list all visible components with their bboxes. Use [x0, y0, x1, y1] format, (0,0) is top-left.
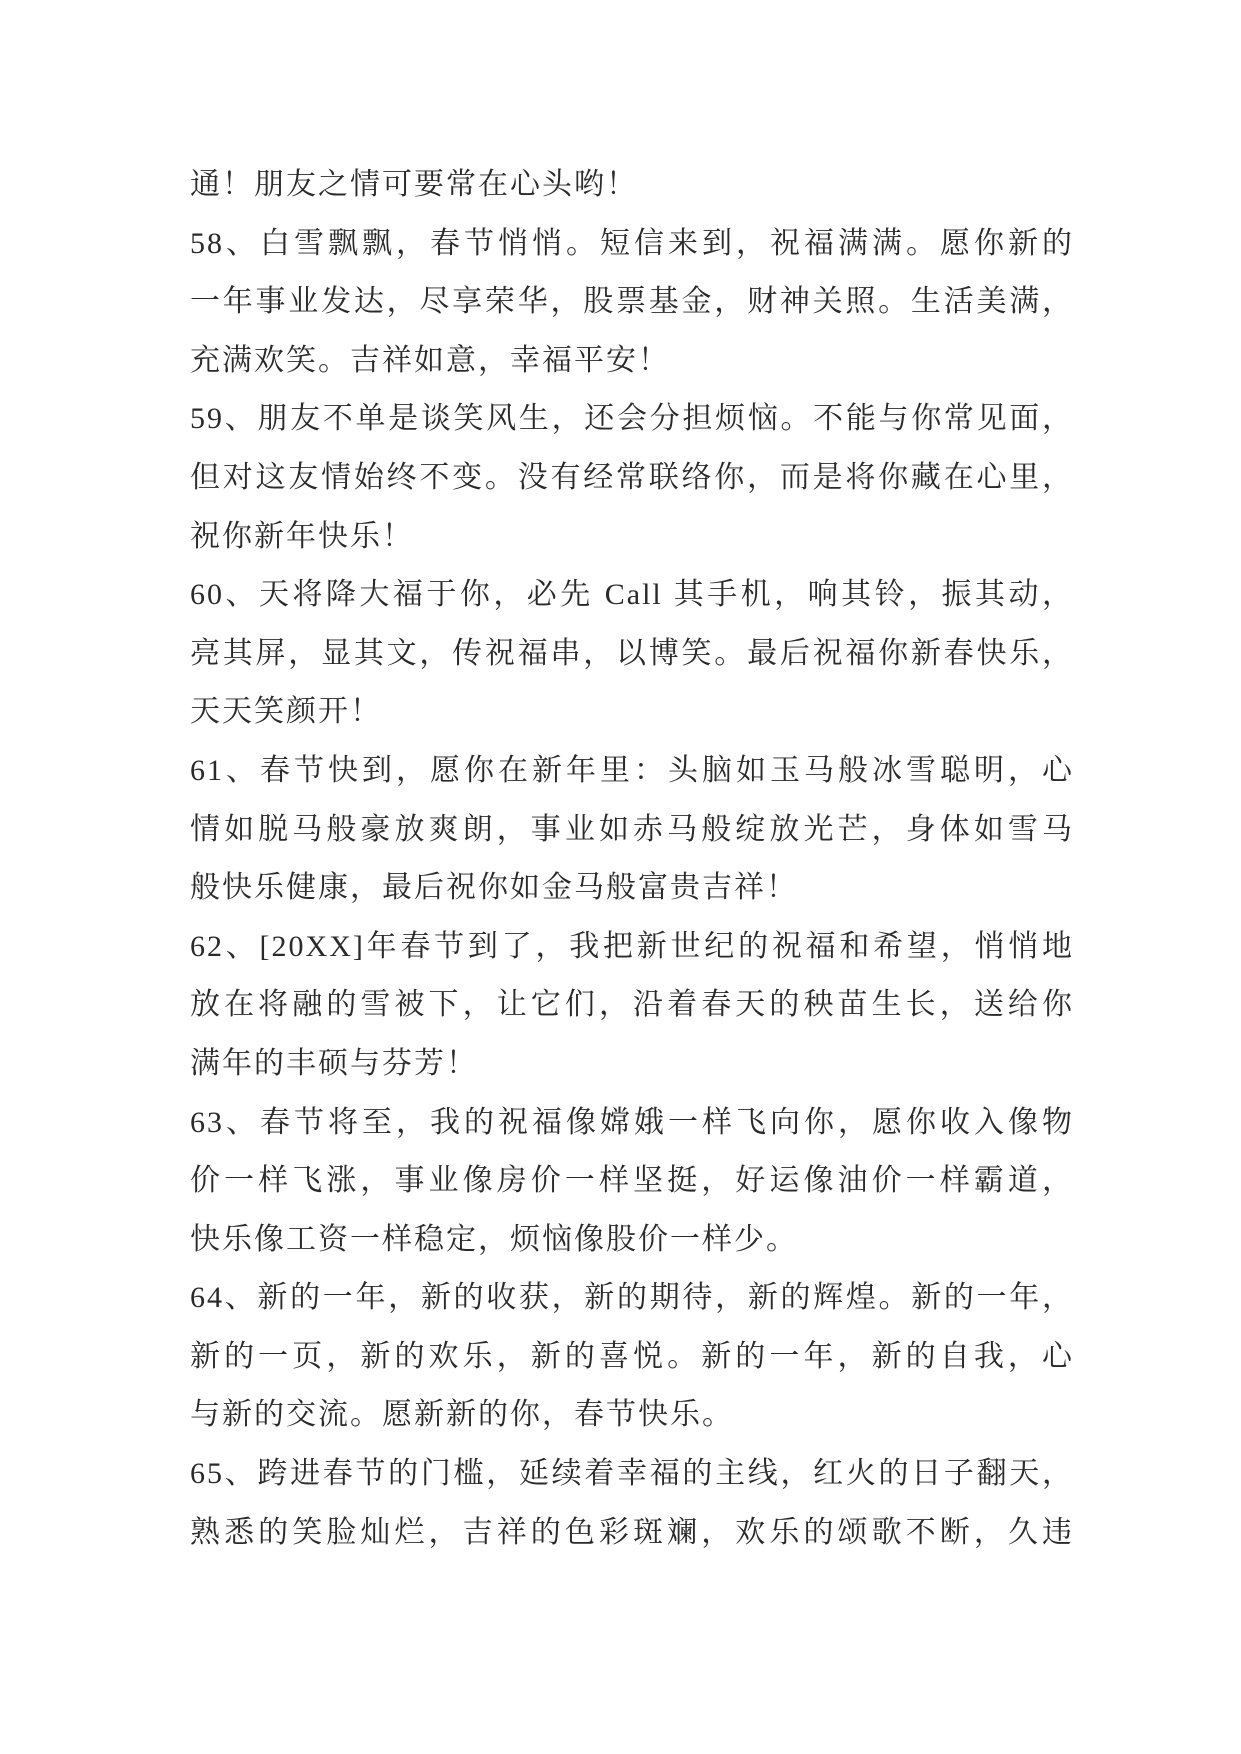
text-line: 祝你新年快乐！ [190, 519, 414, 553]
text-line: 快乐像工资一样稳定，烦恼像股价一样少。 [190, 1222, 798, 1256]
paragraph-64 [190, 1269, 1074, 1445]
document-body [190, 156, 1074, 1562]
paragraph-62 [190, 918, 1074, 1094]
paragraph-65 [190, 1445, 1074, 1562]
paragraph-60 [190, 566, 1074, 742]
text-line: 但对这友情始终不变。没有经常联络你，而是将你藏在心里， [190, 460, 1074, 494]
text-line: 熟悉的笑脸灿烂，吉祥的色彩斑斓，欢乐的颂歌不断，久违 [190, 1515, 1074, 1549]
text-line: 情如脱马般豪放爽朗，事业如赤马般绽放光芒，身体如雪马 [190, 812, 1074, 846]
text-line: 天天笑颜开！ [190, 695, 382, 729]
text-line: 一年事业发达，尽享荣华，股票基金，财神关照。生活美满， [190, 285, 1074, 319]
text-line: 63、春节将至，我的祝福像嫦娥一样飞向你，愿你收入像物 [190, 1105, 1074, 1139]
text-line: 59、朋友不单是谈笑风生，还会分担烦恼。不能与你常见面， [190, 402, 1074, 436]
text-line: 通！朋友之情可要常在心头哟！ [190, 168, 638, 201]
paragraph-61 [190, 742, 1074, 918]
text-line: 64、新的一年，新的收获，新的期待，新的辉煌。新的一年， [190, 1281, 1074, 1315]
text-line: 65、跨进春节的门槛，延续着幸福的主线，红火的日子翻天， [190, 1457, 1074, 1491]
text-line: 充满欢笑。吉祥如意，幸福平安！ [190, 343, 670, 377]
text-line: 价一样飞涨，事业像房价一样坚挺，好运像油价一样霸道， [190, 1164, 1074, 1198]
text-line: 放在将融的雪被下，让它们，沿着春天的秧苗生长，送给你 [190, 988, 1074, 1022]
paragraph-58 [190, 215, 1074, 391]
text-line: 亮其屏，显其文，传祝福串，以博笑。最后祝福你新春快乐， [190, 636, 1074, 670]
paragraph-63 [190, 1094, 1074, 1270]
paragraph-continuation [190, 156, 1074, 215]
paragraph-59 [190, 390, 1074, 566]
text-line: 新的一页，新的欢乐，新的喜悦。新的一年，新的自我，心 [190, 1339, 1074, 1373]
text-line: 60、天将降大福于你，必先 Call 其手机，响其铃，振其动， [190, 578, 1074, 612]
text-line: 满年的丰硕与芬芳！ [190, 1046, 478, 1080]
text-line: 与新的交流。愿新新的你，春节快乐。 [190, 1398, 734, 1432]
text-line: 61、春节快到，愿你在新年里：头脑如玉马般冰雪聪明，心 [190, 753, 1074, 787]
text-line: 62、[20XX]年春节到了，我把新世纪的祝福和希望，悄悄地 [190, 929, 1074, 963]
text-line: 58、白雪飘飘，春节悄悄。短信来到，祝福满满。愿你新的 [190, 226, 1074, 260]
text-line: 般快乐健康，最后祝你如金马般富贵吉祥！ [190, 871, 798, 905]
